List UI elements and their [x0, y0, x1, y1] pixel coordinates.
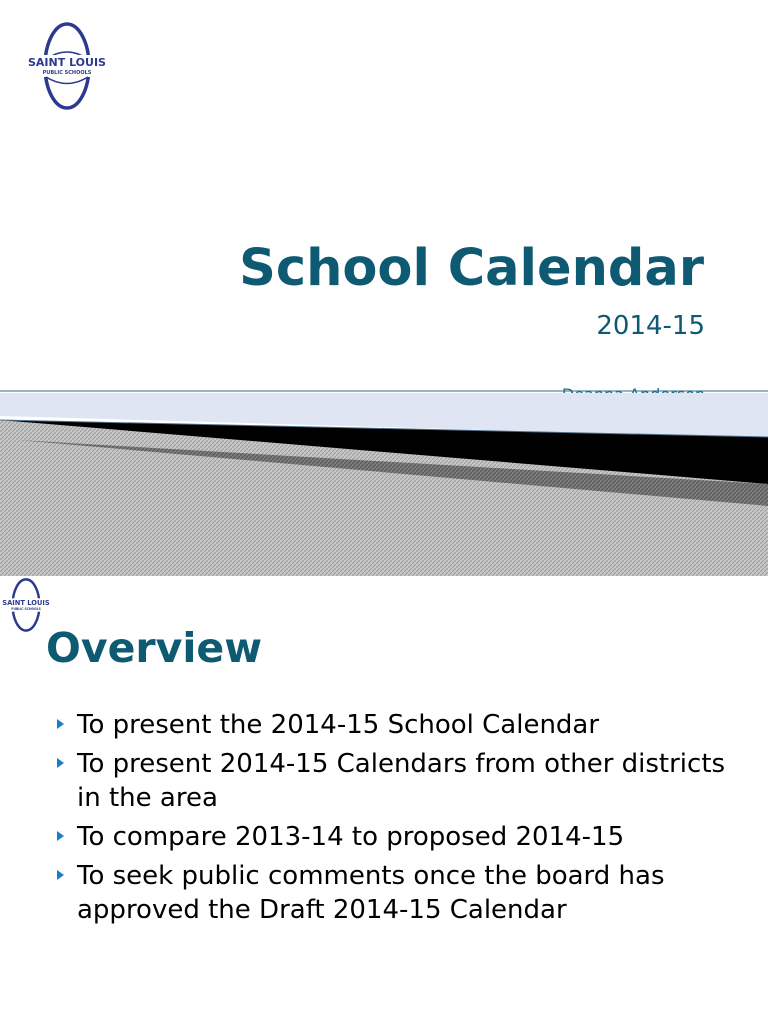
bullet-arrow-icon [57, 719, 64, 729]
bullet-text: To compare 2013-14 to proposed 2014-15 [77, 822, 625, 852]
overview-bullet-list [50, 708, 750, 932]
logo-small-line2: PUBLIC SCHOOLS [11, 606, 41, 611]
bullet-text: To seek public comments once the board has approved the Draft 2014-15 Calendar [77, 861, 665, 925]
bullet-item [50, 859, 750, 927]
overview-title: Overview [46, 624, 263, 672]
saint-louis-public-schools-logo-small [1, 576, 51, 634]
logo-line1: SAINT LOUIS [28, 56, 106, 69]
bullet-text: To present 2014-15 Calendars from other districts in the area [77, 749, 726, 813]
bullet-item [50, 708, 750, 742]
bullet-item [50, 820, 750, 854]
bullet-text: To present the 2014-15 School Calendar [77, 710, 600, 740]
bullet-arrow-icon [57, 758, 64, 768]
bullet-arrow-icon [57, 870, 64, 880]
overview-slide [0, 576, 768, 1024]
saint-louis-public-schools-logo [26, 20, 108, 112]
bullet-arrow-icon [57, 831, 64, 841]
logo-small-line1: SAINT LOUIS [2, 599, 50, 607]
logo-line2: PUBLIC SCHOOLS [42, 70, 92, 76]
slide-subtitle: 2014-15 [596, 311, 705, 341]
bullet-item [50, 747, 750, 815]
slide-title: School Calendar [239, 239, 704, 298]
decorative-band [0, 388, 768, 576]
